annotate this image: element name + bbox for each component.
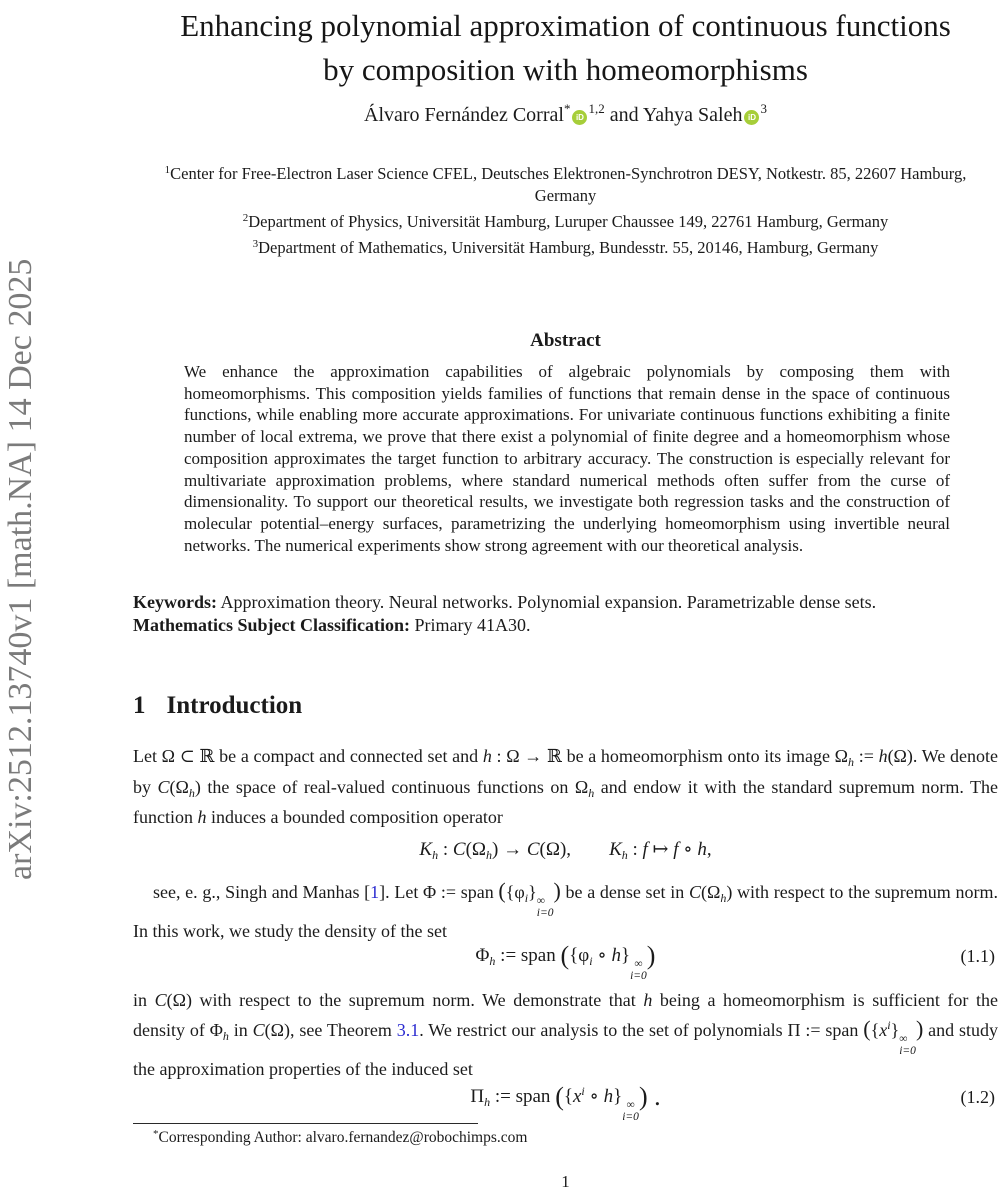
footnote-text: Corresponding Author: alvaro.fernandez@robochimps.com <box>158 1129 528 1146</box>
math-var: C <box>526 839 540 860</box>
paper-title <box>133 4 998 92</box>
paper-title-line1: Enhancing polynomial approximation of continuous functions <box>180 8 951 43</box>
text-run: (Ω), <box>539 839 572 860</box>
paren: ( <box>498 878 506 903</box>
math-superscript: i <box>887 1017 891 1032</box>
text-run: ↦ <box>647 839 674 860</box>
keywords-block <box>133 591 998 638</box>
limit-sup: ∞ <box>899 1032 908 1045</box>
text-run: (Ω <box>169 776 189 797</box>
affiliation-superscript: 2 <box>242 212 249 224</box>
text-run: in <box>228 1019 253 1040</box>
paren: ( <box>555 1082 564 1111</box>
paragraph <box>133 879 998 944</box>
limits-script <box>630 958 647 982</box>
section-number: 1 <box>133 692 146 719</box>
author-line <box>133 101 998 127</box>
orcid-icon[interactable]: iD <box>572 110 587 125</box>
paren: ) <box>553 878 561 903</box>
text-run: {φ <box>505 882 525 902</box>
text-run: { <box>563 1086 573 1107</box>
equation-gap <box>571 839 609 860</box>
text-run: being a homeomorphism is sufficient for the density of Φ <box>133 990 998 1040</box>
orcid-icon[interactable]: iD <box>744 110 759 125</box>
math-subscript: h <box>588 785 595 800</box>
math-superscript: i <box>581 1084 585 1098</box>
citation-link[interactable]: 1 <box>370 882 380 902</box>
text-run: and endow it with the standard supremum norm. The function <box>133 776 999 827</box>
text-run: } <box>528 882 537 902</box>
text-run: (Ω <box>465 839 487 860</box>
math-var: h <box>697 839 707 860</box>
paren: ( <box>863 1015 871 1041</box>
text-run: := span <box>495 945 561 966</box>
equation-1-1 <box>133 941 998 982</box>
math-var: f <box>673 839 679 860</box>
msc-line <box>133 614 998 637</box>
text-run: (Ω), see Theorem <box>264 1019 397 1040</box>
limits-script <box>537 895 554 919</box>
equation-1-2 <box>133 1082 998 1123</box>
math-var: C <box>688 882 701 902</box>
text-run: and study the approximation properties of the induced set <box>133 1019 998 1079</box>
math-var: h <box>643 990 653 1010</box>
affiliation-line <box>133 159 998 207</box>
theorem-link[interactable]: 3.1 <box>396 1019 420 1040</box>
text-run: : <box>627 839 643 860</box>
text-run: : Ω → ℝ be a homeomorphism onto its image Ω <box>491 746 849 766</box>
math-subscript: h <box>222 1028 229 1043</box>
math-var: x <box>879 1019 888 1040</box>
text-run: := <box>854 746 879 766</box>
affiliation-superscript: 1 <box>164 164 171 176</box>
affiliation-text: Department of Physics, Universität Hamburg, Luruper Chaussee 149, 22761 Hamburg, Germany <box>248 212 889 231</box>
math-var: f <box>642 839 648 860</box>
text-run: Φ <box>475 945 490 966</box>
math-subscript: i <box>524 891 529 905</box>
keywords-label: Keywords: <box>133 592 217 612</box>
affiliations-block <box>133 159 998 259</box>
section-title: Introduction <box>166 692 303 719</box>
math-subscript: h <box>432 848 439 862</box>
keywords-line <box>133 591 998 614</box>
math-var: C <box>157 776 170 797</box>
math-var: x <box>572 1086 582 1107</box>
math-var: h <box>603 1086 614 1107</box>
text-run: } <box>613 1086 623 1107</box>
math-var: h <box>611 945 621 966</box>
text-run: (Ω). We denote by <box>133 746 998 797</box>
text-run: (Ω <box>700 882 721 902</box>
text-run: ∘ <box>584 1086 604 1107</box>
limit-sub: i=0 <box>630 970 647 983</box>
text-run: induces a bounded composition operator <box>206 807 503 827</box>
text-run: } <box>890 1019 900 1040</box>
math-subscript: h <box>621 848 628 862</box>
paren: ) <box>646 941 656 970</box>
author-affiliation-superscript: 3 <box>760 101 767 116</box>
limits-script <box>622 1099 639 1123</box>
corresponding-author-marker: * <box>563 101 571 116</box>
authors-connector: and <box>604 104 643 126</box>
paper-title-line2: by composition with homeomorphisms <box>323 52 808 87</box>
math-var: C <box>452 839 466 860</box>
text-run: := span <box>490 1086 556 1107</box>
author-name: Álvaro Fernández Corral <box>364 104 564 126</box>
page-number: 1 <box>561 1172 570 1191</box>
text-run: be a dense set in <box>560 882 689 902</box>
text-run: ) with respect to the supremum norm. In this work, we study the density of the set <box>133 882 998 942</box>
footnote-rule <box>133 1123 478 1124</box>
math-var: C <box>252 1019 265 1040</box>
text-run: Let Ω ⊂ ℝ be a compact and connected set and <box>133 746 483 766</box>
paragraph <box>133 744 998 830</box>
paragraph <box>133 988 998 1081</box>
equation-number: (1.1) <box>960 946 995 966</box>
arxiv-watermark: arXiv:2512.13740v1 [math.NA] 14 Dec 2025 <box>2 258 39 880</box>
affiliation-superscript: 3 <box>252 238 259 250</box>
equation-composition-operator <box>133 838 998 863</box>
text-run: ) the space of real-valued continuous functions on Ω <box>194 776 589 797</box>
affiliation-line <box>133 207 998 233</box>
text-run: ) → <box>492 839 527 860</box>
math-subscript: h <box>188 785 195 800</box>
math-var: C <box>154 990 167 1010</box>
paren: ( <box>560 941 570 970</box>
text-run: {φ <box>569 945 590 966</box>
affiliation-text: Center for Free-Electron Laser Science CFEL, Deutsches Elektronen-Synchrotron DESY, Notkestr. 85, 22607 Hamburg, Germany <box>170 164 967 205</box>
equation-number: (1.2) <box>960 1087 995 1107</box>
math-subscript: h <box>486 848 493 862</box>
text-run: : <box>438 839 453 860</box>
math-subscript: h <box>489 954 496 968</box>
math-subscript: h <box>720 891 727 905</box>
text-run: in <box>133 990 155 1010</box>
author-affiliation-superscript: 1,2 <box>588 101 605 116</box>
math-var: K <box>419 839 433 860</box>
math-subscript: i <box>589 954 593 968</box>
paren: ) <box>915 1015 924 1041</box>
text-run: , <box>706 839 712 860</box>
footnote-marker: * <box>153 1128 159 1140</box>
limit-sup: ∞ <box>536 895 545 907</box>
limit-sub: i=0 <box>536 907 554 920</box>
text-run: { <box>870 1019 880 1040</box>
limit-sup: ∞ <box>634 958 643 970</box>
math-var: K <box>609 839 622 860</box>
math-subscript: h <box>848 755 855 769</box>
paren: ) . <box>638 1082 661 1111</box>
text-run: ]. Let Φ := span <box>379 882 499 902</box>
footnote <box>133 1128 998 1147</box>
abstract-heading: Abstract <box>530 330 601 351</box>
limit-sub: i=0 <box>899 1044 916 1057</box>
author-name: Yahya Saleh <box>642 104 743 126</box>
math-var: h <box>197 807 207 827</box>
text-run: } <box>620 945 631 966</box>
text-run: see, e. g., Singh and Manhas [ <box>153 882 371 902</box>
math-var: h <box>482 746 492 766</box>
math-subscript: h <box>484 1095 491 1109</box>
abstract-text: We enhance the approximation capabilities of algebraic polynomials by composing them with homeomorphisms. This composition yields families of functions that remain dense in the space of continuous functions, while enabling more accurate approximations. For univariate continuous functions exhibiting a finite number of local extrema, we prove that there exist a polynomial of finite degree and a homeomorphism whose composition approximates the target function to arbitrary accuracy. The construction is especially relevant for multivariate approximation problems, where standard numerical methods often suffer from the curse of dimensionality. To support our theoretical results, we investigate both regression tasks and the construction of molecular potential–energy surfaces, parametrizing the underlying homeomorphism using invertible neural networks. The numerical experiments show strong agreement with our theoretical analysis. <box>184 362 950 555</box>
limits-script <box>899 1033 916 1057</box>
msc-label: Mathematics Subject Classification: <box>133 615 410 636</box>
msc-text: Primary 41A30. <box>409 615 531 636</box>
affiliation-line <box>133 233 998 259</box>
limit-sub: i=0 <box>622 1111 639 1124</box>
text-run: . We restrict our analysis to the set of polynomials Π := span <box>419 1019 864 1040</box>
keywords-text: Approximation theory. Neural networks. Polynomial expansion. Parametrizable dense sets. <box>217 592 877 612</box>
limit-sup: ∞ <box>626 1099 635 1111</box>
section-heading <box>133 692 302 720</box>
text-run: (Ω) with respect to the supremum norm. We demonstrate that <box>166 990 644 1010</box>
text-run: ∘ <box>678 839 698 860</box>
text-run: Π <box>470 1086 485 1107</box>
affiliation-text: Department of Mathematics, Universität Hamburg, Bundesstr. 55, 20146, Hamburg, Germany <box>258 238 879 257</box>
text-run: ∘ <box>592 945 612 966</box>
math-var: h <box>878 746 888 766</box>
